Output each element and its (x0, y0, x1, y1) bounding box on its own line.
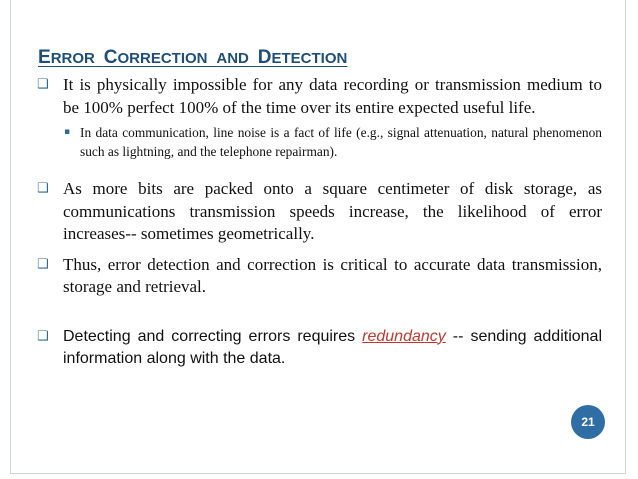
square-bullet-icon: ❑ (37, 256, 49, 272)
bullet-text: In data communication, line noise is a fact of life (e.g., signal attenuation, natural phenomenon such as lightning, and the telephone repairman). (80, 125, 602, 159)
highlight-redundancy: redundancy (362, 327, 446, 345)
bullet-text: Detecting and correcting errors requires redundancy -- sending additional information along with the data. (63, 327, 602, 367)
bullet-text: As more bits are packed onto a square centimeter of disk storage, as communications transmission speeds increase, the likelihood of error increases-- sometimes geometrically. (63, 179, 602, 243)
square-bullet-icon: ❑ (37, 181, 49, 196)
bullet-text: It is physically impossible for any data recording or transmission medium to be 100% perfect 100% of the time over its entire expected useful life. (63, 75, 602, 117)
sub-bullet-item (34, 123, 602, 161)
square-bullet-icon: ❑ (37, 328, 49, 344)
bullet-list (34, 74, 602, 371)
bullet-text: Thus, error detection and correction is critical to accurate data transmission, storage and retrieval. (63, 254, 602, 296)
page-number-badge: 21 (571, 405, 605, 439)
bullet-item (34, 178, 602, 246)
bullet-item (34, 326, 602, 371)
square-bullet-icon: ▪ (64, 127, 71, 137)
square-bullet-icon: ❑ (37, 77, 49, 92)
bullet-item (34, 254, 602, 299)
bullet-item (34, 74, 602, 119)
slide-title: ERROR CORRECTION AND DETECTION (38, 47, 348, 68)
